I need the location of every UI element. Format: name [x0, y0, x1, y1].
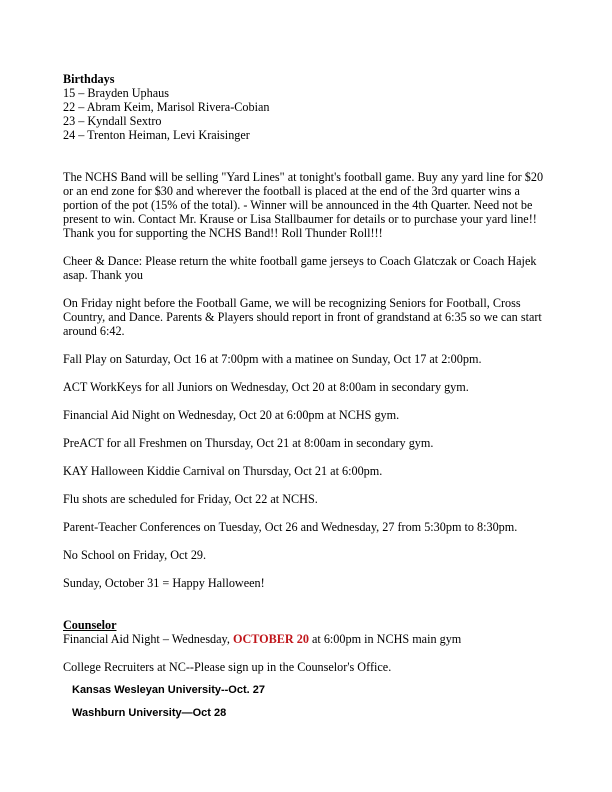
bulletin-page	[63, 72, 553, 720]
financial-aid-announcement: Financial Aid Night on Wednesday, Oct 20 at 6:00pm at NCHS gym.	[63, 408, 400, 422]
counselor-heading: Counselor	[63, 618, 117, 632]
flu-shots-announcement: Flu shots are scheduled for Friday, Oct 22 at NCHS.	[63, 492, 318, 506]
birthday-entry: 22 – Abram Keim, Marisol Rivera-Cobian	[63, 100, 270, 114]
cheer-dance-announcement: Cheer & Dance: Please return the white football game jerseys to Coach Glatczak or Coach Hajek asap. Thank you	[63, 254, 537, 282]
halloween-announcement: Sunday, October 31 = Happy Halloween!	[63, 576, 265, 590]
birthdays-heading: Birthdays	[63, 72, 115, 86]
band-announcement: The NCHS Band will be selling "Yard Lines" at tonight's football game. Buy any yard line for $20 or an end zone for $30 and wherever the football is placed at the end of the 3rd quarter wins a portion of the pot (15% of the total). - Winner will be announced in the 4th Quarter. Need not be present to win. Contact Mr. Krause or Lisa Stallbaumer for details or to purchase your yard line!! Thank you for supporting the NCHS Band!! Roll Thunder Roll!!!	[63, 170, 544, 240]
university-visit: Washburn University—Oct 28	[72, 707, 227, 719]
date-highlight: OCTOBER 20	[232, 632, 309, 646]
kay-carnival-announcement: KAY Halloween Kiddie Carnival on Thursday, Oct 21 at 6:00pm.	[63, 464, 383, 478]
birthday-entry: 15 – Brayden Uphaus	[63, 86, 169, 100]
birthday-entry: 24 – Trenton Heiman, Levi Kraisinger	[63, 128, 250, 142]
university-visit: Kansas Wesleyan University--Oct. 27	[72, 684, 265, 696]
college-recruiters-note: College Recruiters at NC--Please sign up in the Counselor's Office.	[63, 660, 392, 674]
birthday-entry: 23 – Kyndall Sextro	[63, 114, 162, 128]
senior-night-announcement: On Friday night before the Football Game, we will be recognizing Seniors for Football, Cross Country, and Dance. Parents & Players should report in front of grandstand at 6:35 so we can start around 6:42.	[63, 296, 542, 338]
act-workkeys-announcement: ACT WorkKeys for all Juniors on Wednesday, Oct 20 at 8:00am in secondary gym.	[63, 380, 469, 394]
fall-play-announcement: Fall Play on Saturday, Oct 16 at 7:00pm with a matinee on Sunday, Oct 17 at 2:00pm.	[63, 352, 482, 366]
preact-announcement: PreACT for all Freshmen on Thursday, Oct 21 at 8:00am in secondary gym.	[63, 436, 434, 450]
counselor-financial-aid: Financial Aid Night – Wednesday, OCTOBER 20 at 6:00pm in NCHS main gym	[63, 632, 462, 646]
conferences-announcement: Parent-Teacher Conferences on Tuesday, Oct 26 and Wednesday, 27 from 5:30pm to 8:30pm.	[63, 520, 518, 534]
no-school-announcement: No School on Friday, Oct 29.	[63, 548, 207, 562]
